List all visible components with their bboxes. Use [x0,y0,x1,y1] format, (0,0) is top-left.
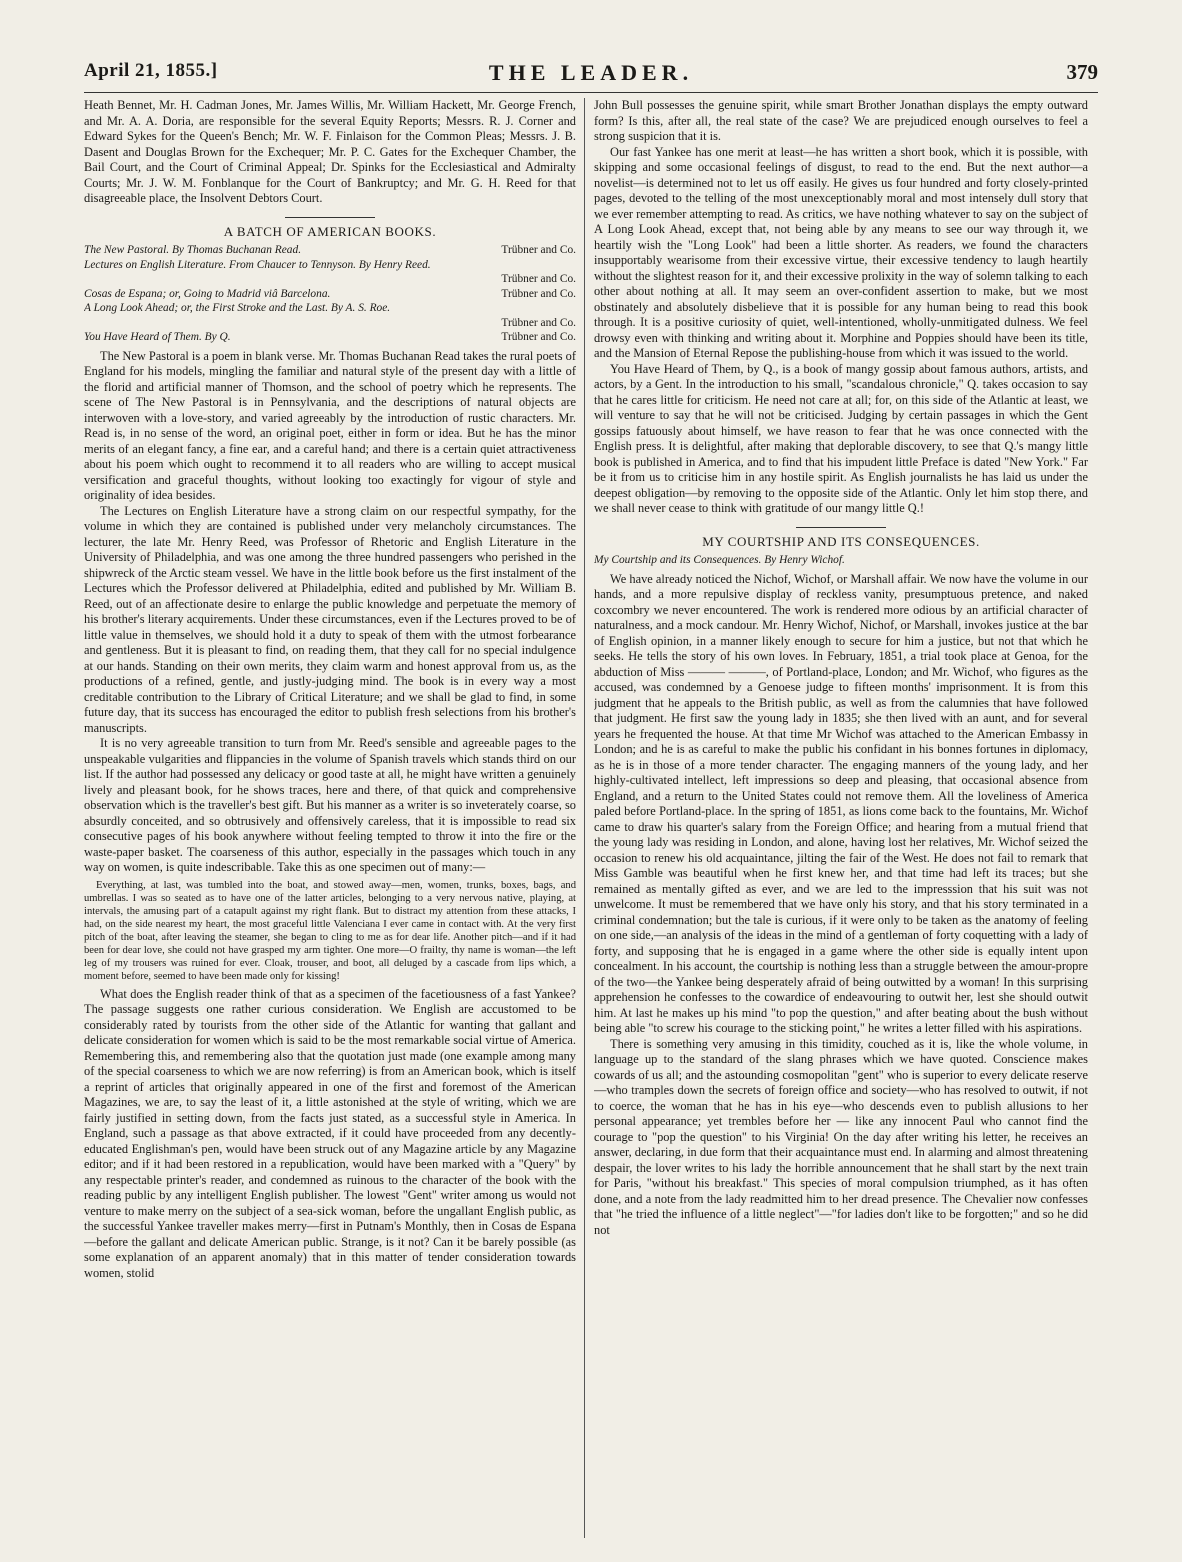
masthead-title: THE LEADER. [488,60,694,85]
review-paragraph-new-pastoral: The New Pastoral is a poem in blank verse. Mr. Thomas Buchanan Read takes the rural poets of England for his models, mingling the familiar and natural style of the present day with a little of the florid and artificial manner of Thomson, and the school of poetry which he represents. The scene of The New Pastoral is in Pennsylvania, and the descriptions of natural objects are interwoven with a love-story, and varied agreeably by the introduction of rustic characters. Mr. Read is, in no sense of the word, an original poet, either in form or idea. But he has the minor merits of an elegant fancy, a fine ear, and a careful hand; and there is a certain quiet attractiveness about his poem which ought to recommend it to all readers who are willing to accept musical versification and graceful thoughts, without looking too exactingly for vigour of style and originality of idea besides. [84,348,576,502]
book-publisher: Trübner and Co. [501,316,576,329]
book-byline: My Courtship and its Consequences. By Henry Wichof. [594,554,845,566]
book-publisher: Trübner and Co. [501,273,576,285]
issue-date: April 21, 1855.] [84,60,218,81]
book-entry: You Have Heard of Them. By Q. Trübner and Co. [84,331,576,343]
intro-paragraph: Heath Bennet, Mr. H. Cadman Jones, Mr. James Willis, Mr. William Hackett, Mr. George French, and Mr. A. A. Doria, are responsible for the several Equity Reports; Messrs. R. J. Corner and Edward Sykes for the Queen's Bench; Mr. W. F. Finlaison for the Common Pleas; Messrs. J. B. Dasent and Douglas Brown for the Exchequer; Mr. P. C. Gates for the Exchequer Chamber, the Bail Court, and the Court of Criminal Appeal; Dr. Spinks for the Ecclesiastical and Admiralty Courts; Mr. J. W. M. Fonblanque for the Court of Bankruptcy; and Mr. G. H. Reed for that disagreeable place, the Insolvent Debtors Court. [84,98,576,205]
page-header [84,60,1098,94]
review-paragraph-cosas-de-espana: It is no very agreeable transition to turn from Mr. Reed's sensible and agreeable pages to the unspeakable vulgarities and flippancies in the volume of Spanish travels which stands third on our list. If the author had possessed any delicacy or good taste at all, he might have written a genuinely lively and pleasant book, for he shows traces, here and there, of that quick and comprehensive observation which is the traveller's best gift. But his manner as a writer is so inveterately coarse, so absurdly conceited, and so obtrusively and offensively careless, that it is impossible to read six consecutive pages of his book anywhere without feeling tempted to throw it into the fire or the waste-paper basket. The coarseness of this author, especially in the passages which touch in any way on women, is quite indescribable. Take this as one specimen out of many:— [84,736,576,874]
continued-paragraph: John Bull possesses the genuine spirit, while smart Brother Jonathan displays the empty outward form? Is this, after all, the real state of the case? We are prejudiced enough ourselves to feel a strong suspicion that it is. [594,98,1088,143]
review-paragraph-timidity: There is something very amusing in this timidity, couched as it is, like the whole volume, in language up to the standard of the slang phrases which we have quoted. Conscience makes cowards of us all; and the astounding cosmopolitan "gent" who is superior to every delicate reserve—who tramples down the secrets of foreign office and society—who has resolved to outwit, if not to coerce, the woman that he has in his eye—who descends even to publish allusions to her personal appearance; yet trembles before her — like any innocent Paul who cannot find the courage to "pop the question" to his Virginia! On the day after writing his letter, he receives an answer, declaring, in due form that their acquaintance must end. In alarming and almost threatening despair, the lover writes to his lady the horrible announcement that he shall start by the next train for Paris, "without his breakfast." This species of moral compulsion triumphed, as it has often done, and a note from the lady readmitted him to her dread presence. The Chevalier now confesses that "he tried the influence of a little neglect"—"for ladies don't like to be forgotten;" and so he did not [594,1036,1088,1237]
section-rule [796,527,886,528]
section-title-american-books: A BATCH OF AMERICAN BOOKS. [223,223,437,239]
review-paragraph-lectures: The Lectures on English Literature have a strong claim on our respectful sympathy, for the volume in which they are contained is published under very melancholy circumstances. The lecturer, the late Mr. Henry Reed, was Professor of Rhetoric and English Literature in the University of Philadelphia, and was one among the three hundred passengers who perished in the shipwreck of the Arctic steam vessel. We have in the little book before us the first instalment of the Lectures which the Professor delivered at Philadelphia, edited and published by Mr. William B. Reed, out of an affectionate desire to enlarge the public knowledge and perpetuate the memory of his brother's literary acquirements. Under these circumstances, even if the Lectures proved to be of little value in themselves, we should hold it a duty to speak of them with the utmost forbearance and gentleness. But it is pleasant to find, on reading them, that they call for no special indulgence at our hands. Standing on their own merits, they claim warm and honest approval from us, as the productions of a refined, gentle, and justly-judging mind. The book is in every way a most creditable contribution to the Library of Critical Literature; and we shall be glad to find, in some future day, that its success has encouraged the editor to publish fresh selections from his brother's manuscripts. [84,503,576,735]
book-entry: A Long Look Ahead; or, the First Stroke and the Last. By A. S. Roe. [84,302,391,314]
section-title-courtship: MY COURTSHIP AND ITS CONSEQUENCES. [702,533,980,549]
quoted-extract: Everything, at last, was tumbled into the boat, and stowed away—men, women, trunks, boxes, bags, and umbrellas. I was so seated as to have one of the latter articles, belonging to a very nervous native, playing, at intervals, the amusing part of a catapult against my right flank. But to distract my attention from these attacks, I had, on the side nearest my heart, the most graceful little Valenciana I ever came in contact with. At the very first pitch of the boat, after leaving the steamer, she began to cling to me as for dear life. Another pitch—and if it had been for dear love, she could not have grasped my arm tighter. One more—O frailty, thy name is woman—the left leg of my trousers was ruined for ever. Cloak, trouser, and boot, all deluged by a cascade from lips which, a moment before, seemed to have been made only for kissing! [84,879,576,982]
review-paragraph-long-look-ahead: Our fast Yankee has one merit at least—he has written a short book, which it is possible, with skipping and some occasional feelings of disgust, to read to the end. But the next author—a novelist—is determined not to let us off easily. He gives us four hundred and forty closely-printed pages, devoted to the telling of the most unexceptionably moral and most intensely dull story that we ever remember attempting to read. As critics, we have nothing whatever to say on the subject of A Long Look Ahead, except that, not being able by any means to see our way through it, we heartily wish the "Long Look" had been a little shorter. As readers, we found the characters insupportably wearisome from their excessive virtue, their excessive tendency to laugh heartily without the slightest reason for it, and their excessive prolixity in the way of solemn talking to each other about nothing at all. It may seem an over-confident assertion to make, but we most obstinately and absolutely disbelieve that it is possible for any human being to read this book through. It is a positive curiosity of quiet, well-intentioned, wholly-unmitigated dulness. We feel drowsy even with thinking and writing about it. Morphine and Poppies should have been its title, and the Mansion of Eternal Repose the publishing-house from which it was issued to the world. [594,144,1088,360]
review-paragraph-you-have-heard: You Have Heard of Them, by Q., is a book of mangy gossip about famous authors, artists, and actors, by a Gent. In the introduction to his small, "scandalous chronicle," Q. takes occasion to say that he cares little for criticism. He need not care at all; for, on this side of the Atlantic at least, we will venture to say that he will not be criticised. Judging by certain passages in which the Gent gossips fatuously about himself, we have reason to fear that he was once connected with the English press. It is delightful, after making that deplorable discovery, to see that Q.'s mangy little book is published in America, and to find that his impudent little Preface is dated "New York." Far be it from us to criticise him in any hostile spirit. As English journalists he has laid us under the deepest obligation—by removing to the opposite side of the Atlantic. Only let him stop there, and we shall never cease to think with gratitude of our mangy little Q.! [594,361,1088,515]
right-column [594,98,1088,1538]
left-column [84,98,576,1538]
book-entry: The New Pastoral. By Thomas Buchanan Read. Trübner and Co. [84,244,576,256]
book-entry: Cosas de Espana; or, Going to Madrid viâ Barcelona. Trübner and Co. [84,287,576,300]
book-entry: Lectures on English Literature. From Chaucer to Tennyson. By Henry Reed. [84,258,431,271]
review-paragraph-facetiousness: What does the English reader think of that as a specimen of the facetiousness of a fast Yankee? The passage suggests one rather curious consideration. We English are accustomed to be considerably rated by tourists from the other side of the Atlantic for wanting that gallant and delicate consideration for women which is said to be the most remarkable social virtue of America. Remembering this, and remembering also that the quotation just made (one example among many of the special coarseness to which we are now referring) is from an American book, which is itself a reprint of articles that originally appeared in one of the first and foremost of the American Magazines, we are, to say the least of it, a little astonished at the style of writing, which we are fairly justified in setting down, from the facts just stated, as a successful style in America. In England, such a passage as that above extracted, if it could have proceeded from any decently-educated Englishman's pen, would have been struck out of any Magazine article by any Magazine editor; and if it had been restored in a republication, would have been marked with a "Query" by any respectable printer's reader, and condemned as ruinous to the character of the book with the reading public by any intelligent English publisher. The lowest "Gent" writer among us would not venture to make merry on the subject of a sea-sick woman, before the ungallant English public, as the successful Yankee traveller makes merry—first in Putnam's Monthly, then in Cosas de Espana—before the gallant and delicate American public. Strange, is it not? Can it be barely possible (as some explanation of an apparent anomaly) that in this matter of tender consideration towards women, stolid [84,986,576,1280]
book-list [84,243,576,345]
review-paragraph-courtship: We have already noticed the Nichof, Wichof, or Marshall affair. We now have the volume in our hands, and a more repulsive display of reckless vanity, presumptuous pretence, and naked coxcombry we never encountered. The work is rendered more odious by an artificial character of naturalness, and a mock candour. Mr. Henry Wichof, Nichof, or Marshall, invokes justice at the bar of English opinion, in a manner likely enough to secure for him a justice, but not that which he seeks. He tells the story of his own loves. In February, 1851, a trial took place at Genoa, for the abduction of Miss ——— ———, of Portland-place, London; and Mr. Wichof, who figures as the accused, was condemned by a Genoese judge to fifteen months' imprisonment. It is from this judgment that he appeals to the British public, as well as from the calumnies that have followed that judgment. He first saw the young lady in 1835; she then lived with an aunt, and for several years he frequented the house. At that time Mr Wichof was attached to the American Embassy in London; and he is as careful to make the public his confidant in his bonnes fortunes in diplomacy, as he is in those of a more tender character. The engaging manners of the young lady, and her highly-cultivated intellect, left impressions so deep and pleasing, that occasional absence from England, and a return to the United States could not remove them. All the loveliness of America paled before Portland-place. In the spring of 1851, as lions come back to the fountains, Mr. Wichof came to draw his quarter's salary from the Foreign Office; and hearing from a mutual friend that the young lady was residing in London, and alone, having lost her relatives, Mr. Wichof seized the occasion to renew his old acquaintance, jilting the fair of the West. He does not fail to remark that Miss Gamble was beautiful when he first knew her, and that time had left its traces; but she remained as mentally gifted as ever, and we are led to the impresssion that his suit was not unwelcome. It must be remembered that we have only his story, and that his story terminated in a criminal condemnation; but the tale is curious, if it were only to be taken as the anatomy of feeling on one side,—an analysis of the ideas in the mind of a gentleman of forty coquetting with a lady of forty, and supposing that he is engaged in a game where the other side is equally intent upon concealment. In his account, the courtship is nothing less than a struggle between the amour-propre of the two—the Yankee being desperately afraid of being outwitted by a woman! In this surprising apprehension he confesses to the cowardice of endeavouring to outwit her, lest she should outwit him. At last he makes up his mind "to pop the question," and after beating about the bush without being able "to screw his courage to the sticking point," he writes a letter filled with his aspirations. [594,571,1088,1035]
header-rule [84,92,1098,93]
page-number: 379 [1066,60,1098,84]
section-rule [285,217,375,218]
column-divider [584,98,585,1538]
